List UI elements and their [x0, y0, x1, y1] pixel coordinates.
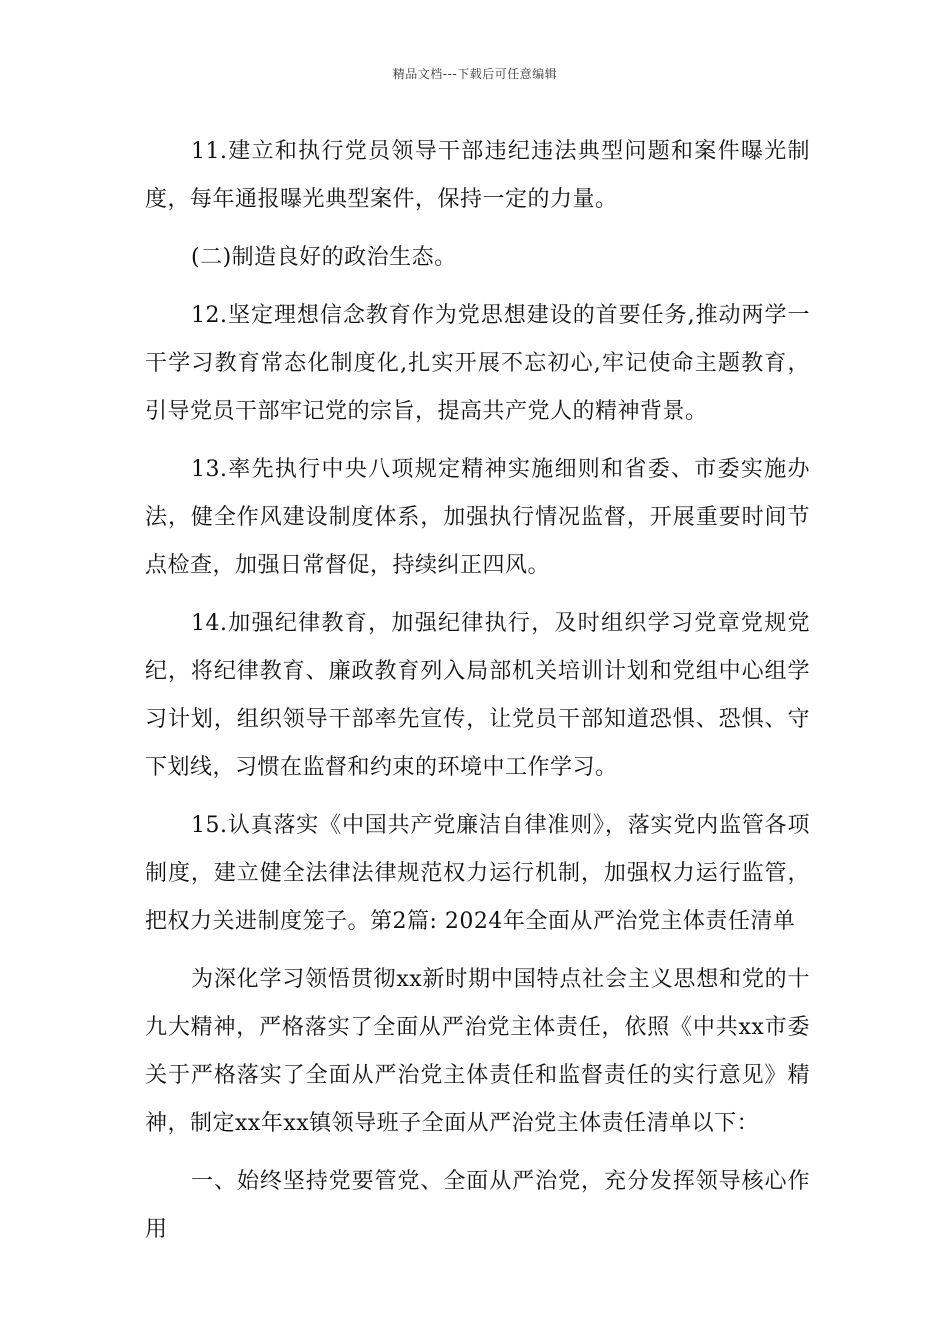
paragraph-item-11: 11.建立和执行党员领导干部违纪违法典型问题和案件曝光制度，每年通报曝光典型案件，保持一定的力量。	[145, 139, 810, 212]
paragraph-item-15: 15.认真落实《中国共产党廉洁自律准则》，落实党内监管各项制度，建立健全法律法律规范权力运行机制，加强权力运行监管，把权力关进制度笼子。第2篇: 2024年全面从严治党主体责任清单	[145, 813, 810, 934]
paragraph-item-14: 14.加强纪律教育，加强纪律执行，及时组织学习党章党规党纪，将纪律教育、廉政教育列入局部机关培训计划和党组中心组学习计划，组织领导干部率先宣传，让党员干部知道恐惧、恐惧、守下划线，习惯在监督和约束的环境中工作学习。	[145, 611, 810, 780]
paragraph-intro: 为深化学习领悟贯彻xx新时期中国特点社会主义思想和党的十九大精神，严格落实了全面从严治党主体责任，依照《中共xx市委关于严格落实了全面从严治党主体责任和监督责任的实行意见》精神，制定xx年xx镇领导班子全面从严治党主体责任清单以下：	[145, 967, 810, 1136]
paragraph-item-12: 12.坚定理想信念教育作为党思想建设的首要任务,推动两学一干学习教育常态化制度化,扎实开展不忘初心,牢记使命主题教育，引导党员干部牢记党的宗旨，提高共产党人的精神背景。	[145, 303, 810, 424]
paragraph-item-13: 13.率先执行中央八项规定精神实施细则和省委、市委实施办法，健全作风建设制度体系，加强执行情况监督，开展重要时间节点检查，加强日常督促，持续纠正四风。	[145, 457, 810, 578]
page-header: 精品文档---下载后可任意编辑	[392, 67, 558, 81]
document-body	[145, 128, 810, 1264]
paragraph-section-heading: (二)制造良好的政治生态。	[191, 245, 457, 270]
paragraph-heading-one: 一、始终坚持党要管党、全面从严治党，充分发挥领导核心作用	[145, 1169, 810, 1242]
